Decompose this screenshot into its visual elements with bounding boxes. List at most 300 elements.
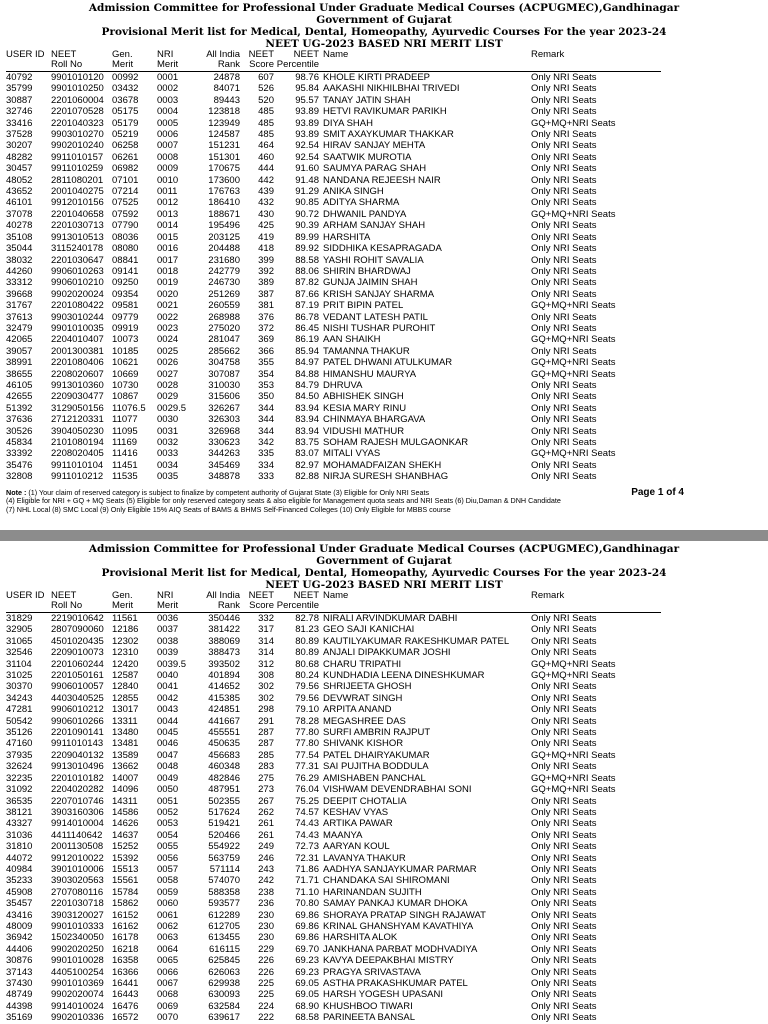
score-cell: 242	[258, 875, 274, 887]
percentile-cell: 79.56	[295, 692, 319, 704]
gen-merit-cell: 16162	[112, 920, 139, 932]
name-cell: ASTHA PRAKASHKUMAR PATEL	[323, 978, 468, 989]
merit-table	[6, 50, 661, 483]
table-row	[6, 323, 661, 334]
gen-merit-cell: 10073	[112, 334, 139, 346]
air-cell: 626063	[208, 966, 240, 978]
score-cell: 267	[258, 795, 274, 807]
remark-cell: Only NRI Seats	[531, 72, 597, 83]
table-row	[6, 624, 661, 635]
remark-cell: Only NRI Seats	[531, 106, 597, 118]
roll-no-cell: 2712120331	[51, 414, 104, 426]
score-cell: 485	[258, 129, 274, 141]
user-id-cell: 34243	[6, 692, 33, 704]
remark-cell: Only NRI Seats	[531, 818, 597, 830]
gen-merit-cell: 11416	[112, 448, 138, 460]
name-cell: AAN SHAIKH	[323, 334, 381, 346]
note-line-2: (4) Eligible for NRI + GQ + MQ Seats (5) Eligible for only reserved category seats & also eligible for Management quota seats and NRI Seats (6) Diu,Daman & DNH Candidate	[6, 496, 561, 506]
air-cell: 393502	[208, 658, 240, 670]
score-cell: 238	[258, 886, 274, 898]
remark-cell: Only NRI Seats	[531, 186, 597, 198]
percentile-cell: 71.71	[295, 875, 319, 887]
air-cell: 482846	[208, 772, 240, 784]
merit-table	[6, 591, 661, 1024]
gen-merit-cell: 12302	[112, 635, 139, 647]
nri-merit-cell: 0049	[157, 772, 179, 784]
roll-no-cell: 2201060004	[51, 94, 104, 106]
nri-merit-cell: 0025	[157, 345, 179, 357]
user-id-cell: 48282	[6, 151, 33, 163]
gen-merit-cell: 05175	[112, 106, 139, 118]
name-cell: LAVANYA THAKUR	[323, 852, 406, 864]
page-header	[0, 0, 768, 50]
roll-no-cell: 2201010182	[51, 772, 104, 784]
nri-merit-cell: 0027	[157, 368, 179, 380]
col-gen-b: Merit	[112, 601, 157, 613]
gen-merit-cell: 07101	[112, 174, 139, 186]
user-id-cell: 37935	[6, 749, 33, 761]
air-cell: 84071	[213, 83, 240, 95]
gen-merit-cell: 13589	[112, 749, 139, 761]
table-row	[6, 106, 661, 117]
remark-cell: Only NRI Seats	[531, 898, 597, 910]
roll-no-cell: 9911010259	[51, 163, 104, 175]
remark-cell: Only NRI Seats	[531, 94, 597, 106]
nri-merit-cell: 0002	[157, 83, 179, 95]
col-gen-a: Gen.	[112, 49, 133, 60]
percentile-cell: 83.75	[295, 437, 319, 448]
col-pct-a: NEET	[293, 590, 319, 601]
percentile-cell: 69.23	[295, 966, 319, 978]
remark-cell: Only NRI Seats	[531, 863, 597, 875]
gen-merit-cell: 11561	[112, 613, 138, 624]
table-row	[6, 910, 661, 921]
roll-no-cell: 2807090060	[51, 624, 104, 636]
name-cell: PRAGYA SRIVASTAVA	[323, 966, 421, 978]
roll-no-cell: 3901010006	[51, 863, 104, 875]
remark-cell: Only NRI Seats	[531, 414, 597, 426]
gen-merit-cell: 09141	[112, 265, 139, 277]
col-remark-b	[531, 60, 661, 72]
score-cell: 275	[258, 772, 274, 784]
table-row	[6, 175, 661, 186]
user-id-cell: 31065	[6, 635, 33, 647]
user-id-cell: 43327	[6, 818, 33, 830]
table-row	[6, 830, 661, 841]
col-user-id-b	[6, 60, 51, 72]
score-cell: 366	[258, 345, 274, 357]
name-cell: SOHAM RAJESH MULGAONKAR	[323, 437, 469, 448]
remark-cell: Only NRI Seats	[531, 943, 597, 955]
table-row	[6, 197, 661, 208]
table-row	[6, 864, 661, 875]
table-row	[6, 83, 661, 94]
percentile-cell: 80.89	[295, 647, 319, 659]
roll-no-cell: 3115240178	[51, 243, 104, 255]
roll-no-cell: 2219010642	[51, 613, 104, 624]
user-id-cell: 35108	[6, 231, 33, 243]
remark-cell: Only NRI Seats	[531, 647, 597, 659]
table-row	[6, 978, 661, 989]
name-cell: AMISHABEN PANCHAL	[323, 772, 426, 784]
col-name-b	[319, 60, 531, 72]
remark-cell: Only NRI Seats	[531, 254, 597, 266]
roll-no-cell: 2707080116	[51, 886, 104, 898]
remark-cell: Only NRI Seats	[531, 955, 597, 967]
air-cell: 563759	[208, 852, 240, 864]
nri-merit-cell: 0033	[157, 448, 179, 460]
table-row	[6, 818, 661, 829]
nri-merit-cell: 0039.5	[157, 658, 187, 670]
roll-no-cell: 2811080201	[51, 174, 104, 186]
remark-cell: GQ+MQ+NRI Seats	[531, 670, 616, 682]
gen-merit-cell: 14586	[112, 806, 139, 818]
percentile-cell: 74.57	[295, 806, 319, 818]
nri-merit-cell: 0038	[157, 635, 179, 647]
roll-no-cell: 2204010407	[51, 334, 104, 346]
name-cell: HIMANSHU MAURYA	[323, 368, 417, 380]
table-row	[6, 414, 661, 425]
name-cell: SIDDHIKA KESAPRAGADA	[323, 243, 442, 255]
nri-merit-cell: 0020	[157, 288, 179, 300]
name-cell: SAMAY PANKAJ KUMAR DHOKA	[323, 898, 468, 910]
roll-no-cell: 4403040525	[51, 692, 104, 704]
remark-cell: Only NRI Seats	[531, 932, 597, 944]
col-neet-b: Roll No	[51, 601, 112, 613]
roll-no-cell: 2001040275	[51, 186, 104, 198]
roll-no-cell: 2201030718	[51, 898, 104, 910]
remark-cell: GQ+MQ+NRI Seats	[531, 448, 616, 460]
air-cell: 123949	[208, 117, 240, 129]
remark-cell: GQ+MQ+NRI Seats	[531, 658, 616, 670]
roll-no-cell: 9906010266	[51, 715, 104, 727]
remark-cell: GQ+MQ+NRI Seats	[531, 749, 616, 761]
air-cell: 203125	[208, 231, 240, 243]
score-cell: 350	[258, 391, 274, 403]
roll-no-cell: 9902020074	[51, 989, 104, 1001]
user-id-cell: 32905	[6, 624, 33, 636]
name-cell: ABHISHEK SINGH	[323, 391, 404, 403]
score-cell: 222	[258, 1012, 274, 1024]
roll-no-cell: 9913010513	[51, 231, 104, 243]
roll-no-cell: 3903160306	[51, 806, 104, 818]
user-id-cell: 39057	[6, 345, 33, 357]
remark-cell: Only NRI Seats	[531, 402, 597, 414]
nri-merit-cell: 0035	[157, 471, 179, 483]
air-cell: 186410	[208, 197, 240, 209]
air-cell: 326968	[208, 425, 240, 437]
nri-merit-cell: 0058	[157, 875, 179, 887]
name-cell: NIRALI ARVINDKUMAR DABHI	[323, 613, 458, 624]
gen-merit-cell: 09250	[112, 277, 139, 289]
name-cell: MEGASHREE DAS	[323, 715, 406, 727]
user-id-cell: 30370	[6, 681, 33, 693]
col-air-b: Rank	[197, 60, 240, 72]
percentile-cell: 74.43	[295, 818, 319, 830]
roll-no-cell: 9903010244	[51, 311, 104, 323]
roll-no-cell: 2204020282	[51, 784, 104, 796]
score-cell: 442	[258, 174, 274, 186]
remark-cell: Only NRI Seats	[531, 288, 597, 300]
table-row	[6, 659, 661, 670]
roll-no-cell: 2201030647	[51, 254, 104, 266]
nri-merit-cell: 0067	[157, 978, 179, 989]
nri-merit-cell: 0045	[157, 727, 179, 739]
air-cell: 571114	[209, 863, 240, 875]
air-cell: 574070	[208, 875, 240, 887]
gen-merit-cell: 12855	[112, 692, 139, 704]
roll-no-cell: 9902020024	[51, 288, 104, 300]
air-cell: 388473	[208, 647, 240, 659]
user-id-cell: 46105	[6, 379, 33, 391]
document-page-2	[0, 541, 768, 1024]
score-cell: 439	[258, 186, 274, 198]
score-cell: 236	[258, 898, 274, 910]
gen-merit-cell: 06982	[112, 163, 139, 175]
gen-merit-cell: 10867	[112, 391, 139, 403]
table-row	[6, 266, 661, 277]
percentile-cell: 91.60	[295, 163, 319, 175]
score-cell: 302	[258, 681, 274, 693]
air-cell: 195496	[208, 220, 240, 232]
table-row	[6, 220, 661, 231]
name-cell: ARPITA ANAND	[323, 704, 392, 716]
user-id-cell: 37430	[6, 978, 33, 989]
nri-merit-cell: 0052	[157, 806, 179, 818]
merit-rows	[6, 72, 661, 483]
air-cell: 151301	[208, 151, 240, 163]
nri-merit-cell: 0009	[157, 163, 179, 175]
nri-merit-cell: 0032	[157, 437, 179, 448]
table-row	[6, 380, 661, 391]
score-cell: 335	[258, 448, 274, 460]
name-cell: VIDUSHI MATHUR	[323, 425, 405, 437]
remark-cell: Only NRI Seats	[531, 231, 597, 243]
gen-merit-cell: 10185	[112, 345, 139, 357]
name-cell: YASHI ROHIT SAVALIA	[323, 254, 424, 266]
name-cell: MITALI VYAS	[323, 448, 381, 460]
air-cell: 350446	[208, 613, 240, 624]
air-cell: 123818	[208, 106, 240, 118]
gen-merit-cell: 00992	[112, 72, 139, 83]
table-row	[6, 140, 661, 151]
nri-merit-cell: 0017	[157, 254, 179, 266]
nri-merit-cell: 0006	[157, 129, 179, 141]
percentile-cell: 71.10	[295, 886, 319, 898]
remark-cell: Only NRI Seats	[531, 459, 597, 471]
remark-cell: Only NRI Seats	[531, 83, 597, 95]
percentile-cell: 74.43	[295, 829, 319, 841]
roll-no-cell: 1502340050	[51, 932, 104, 944]
nri-merit-cell: 0047	[157, 749, 179, 761]
user-id-cell: 43652	[6, 186, 33, 198]
remark-cell: Only NRI Seats	[531, 311, 597, 323]
roll-no-cell: 9911010143	[51, 738, 104, 750]
percentile-cell: 92.54	[295, 140, 319, 152]
gen-merit-cell: 14096	[112, 784, 139, 796]
air-cell: 326303	[208, 414, 240, 426]
score-cell: 229	[258, 943, 274, 955]
roll-no-cell: 4411140642	[51, 829, 103, 841]
gen-merit-cell: 09354	[112, 288, 139, 300]
table-row	[6, 670, 661, 681]
col-user-id: USER ID	[6, 590, 45, 601]
name-cell: ARHAM SANJAY SHAH	[323, 220, 426, 232]
score-cell: 355	[258, 357, 274, 369]
roll-no-cell: 9911010104	[51, 459, 104, 471]
table-row	[6, 750, 661, 761]
roll-no-cell: 2201060244	[51, 658, 104, 670]
name-cell: MAANYA	[323, 829, 363, 841]
col-air-a: All India	[206, 590, 240, 601]
user-id-cell: 39668	[6, 288, 33, 300]
name-cell: DEVWRAT SINGH	[323, 692, 403, 704]
table-row	[6, 72, 661, 84]
roll-no-cell: 9902020250	[51, 943, 104, 955]
name-cell: DHRUVA	[323, 379, 363, 391]
roll-no-cell: 2209010073	[51, 647, 104, 659]
name-cell: ANJALI DIPAKKUMAR JOSHI	[323, 647, 451, 659]
table-row	[6, 796, 661, 807]
user-id-cell: 42065	[6, 334, 33, 346]
percentile-cell: 92.54	[295, 151, 319, 163]
user-id-cell: 31767	[6, 300, 33, 312]
name-cell: SHIVANK KISHOR	[323, 738, 404, 750]
percentile-cell: 68.90	[295, 1000, 319, 1012]
user-id-cell: 31092	[6, 784, 33, 796]
user-id-cell: 48052	[6, 174, 33, 186]
gen-merit-cell: 12840	[112, 681, 139, 693]
roll-no-cell: 9902010336	[51, 1012, 104, 1024]
gen-merit-cell: 08080	[112, 243, 139, 255]
air-cell: 629938	[208, 978, 240, 989]
air-cell: 588358	[208, 886, 240, 898]
nri-merit-cell: 0043	[157, 704, 179, 716]
roll-no-cell: 9901010369	[51, 978, 104, 989]
table-row	[6, 95, 661, 106]
percentile-cell: 75.25	[295, 795, 319, 807]
roll-no-cell: 3129050156	[51, 402, 104, 414]
table-row	[6, 773, 661, 784]
score-cell: 444	[258, 163, 274, 175]
remark-cell: Only NRI Seats	[531, 966, 597, 978]
percentile-cell: 82.88	[295, 471, 319, 483]
user-id-cell: 47160	[6, 738, 33, 750]
percentile-cell: 84.50	[295, 391, 319, 403]
percentile-cell: 84.88	[295, 368, 319, 380]
percentile-cell: 86.78	[295, 311, 319, 323]
remark-cell: Only NRI Seats	[531, 391, 597, 403]
user-id-cell: 35169	[6, 1012, 33, 1024]
percentile-cell: 85.94	[295, 345, 319, 357]
remark-cell: Only NRI Seats	[531, 345, 597, 357]
table-row	[6, 346, 661, 357]
page-header	[0, 541, 768, 591]
gen-merit-cell: 15513	[112, 863, 139, 875]
percentile-cell: 86.19	[295, 334, 319, 346]
percentile-cell: 77.80	[295, 727, 319, 739]
table-row	[6, 129, 661, 140]
government-title: Government of Gujarat	[316, 14, 452, 26]
gen-merit-cell: 09779	[112, 311, 139, 323]
table-row	[6, 738, 661, 749]
gen-merit-cell: 11451	[112, 459, 138, 471]
remark-cell: Only NRI Seats	[531, 829, 597, 841]
percentile-cell: 89.92	[295, 243, 319, 255]
name-cell: HARINANDAN SUJITH	[323, 886, 422, 898]
col-user-id-b	[6, 601, 51, 613]
roll-no-cell: 2201040323	[51, 117, 104, 129]
notes-block	[6, 486, 762, 515]
remark-cell: GQ+MQ+NRI Seats	[531, 334, 616, 346]
roll-no-cell: 2208020607	[51, 368, 104, 380]
score-cell: 224	[258, 1000, 274, 1012]
col-gen-a: Gen.	[112, 590, 133, 601]
table-row	[6, 716, 661, 727]
roll-no-cell: 9911010212	[51, 471, 104, 483]
air-cell: 630093	[208, 989, 240, 1001]
score-cell: 392	[258, 265, 274, 277]
roll-no-cell: 9912010022	[51, 852, 104, 864]
nri-merit-cell: 0019	[157, 277, 179, 289]
nri-merit-cell: 0015	[157, 231, 179, 243]
name-cell: PARINEETA BANSAL	[323, 1012, 416, 1024]
col-neet-b: Roll No	[51, 60, 112, 72]
roll-no-cell: 9902010240	[51, 140, 104, 152]
col-pct-b: Percentile	[274, 60, 319, 72]
score-cell: 261	[258, 829, 274, 841]
score-cell: 262	[258, 806, 274, 818]
percentile-cell: 68.58	[295, 1012, 319, 1024]
percentile-cell: 72.73	[295, 841, 319, 853]
nri-merit-cell: 0056	[157, 852, 179, 864]
user-id-cell: 36535	[6, 795, 33, 807]
nri-merit-cell: 0061	[157, 909, 179, 921]
remark-cell: Only NRI Seats	[531, 920, 597, 932]
col-name-b	[319, 601, 531, 613]
table-row	[6, 300, 661, 311]
table-row	[6, 186, 661, 197]
col-nri-b: Merit	[157, 60, 197, 72]
nri-merit-cell: 0016	[157, 243, 179, 255]
gen-merit-cell: 16476	[112, 1000, 139, 1012]
remark-cell: Only NRI Seats	[531, 909, 597, 921]
table-row	[6, 932, 661, 943]
air-cell: 502355	[208, 795, 240, 807]
nri-merit-cell: 0068	[157, 989, 179, 1001]
nri-merit-cell: 0022	[157, 311, 179, 323]
score-cell: 419	[258, 231, 274, 243]
nri-merit-cell: 0066	[157, 966, 179, 978]
gen-merit-cell: 03678	[112, 94, 139, 106]
table-row	[6, 152, 661, 163]
name-cell: SHRIJEETA GHOSH	[323, 681, 412, 693]
name-cell: KUNDHADIA LEENA DINESHKUMAR	[323, 670, 485, 682]
gen-merit-cell: 12587	[112, 670, 139, 682]
user-id-cell: 42655	[6, 391, 33, 403]
col-gen-b: Merit	[112, 60, 157, 72]
percentile-cell: 80.89	[295, 635, 319, 647]
user-id-cell: 44260	[6, 265, 33, 277]
air-cell: 124587	[208, 129, 240, 141]
gen-merit-cell: 07525	[112, 197, 139, 209]
name-cell: VISHWAM DEVENDRABHAI SONI	[323, 784, 472, 796]
gen-merit-cell: 15392	[112, 852, 139, 864]
percentile-cell: 98.76	[295, 72, 319, 83]
percentile-cell: 69.05	[295, 978, 319, 989]
remark-cell: Only NRI Seats	[531, 841, 597, 853]
gen-merit-cell: 09581	[112, 300, 139, 312]
